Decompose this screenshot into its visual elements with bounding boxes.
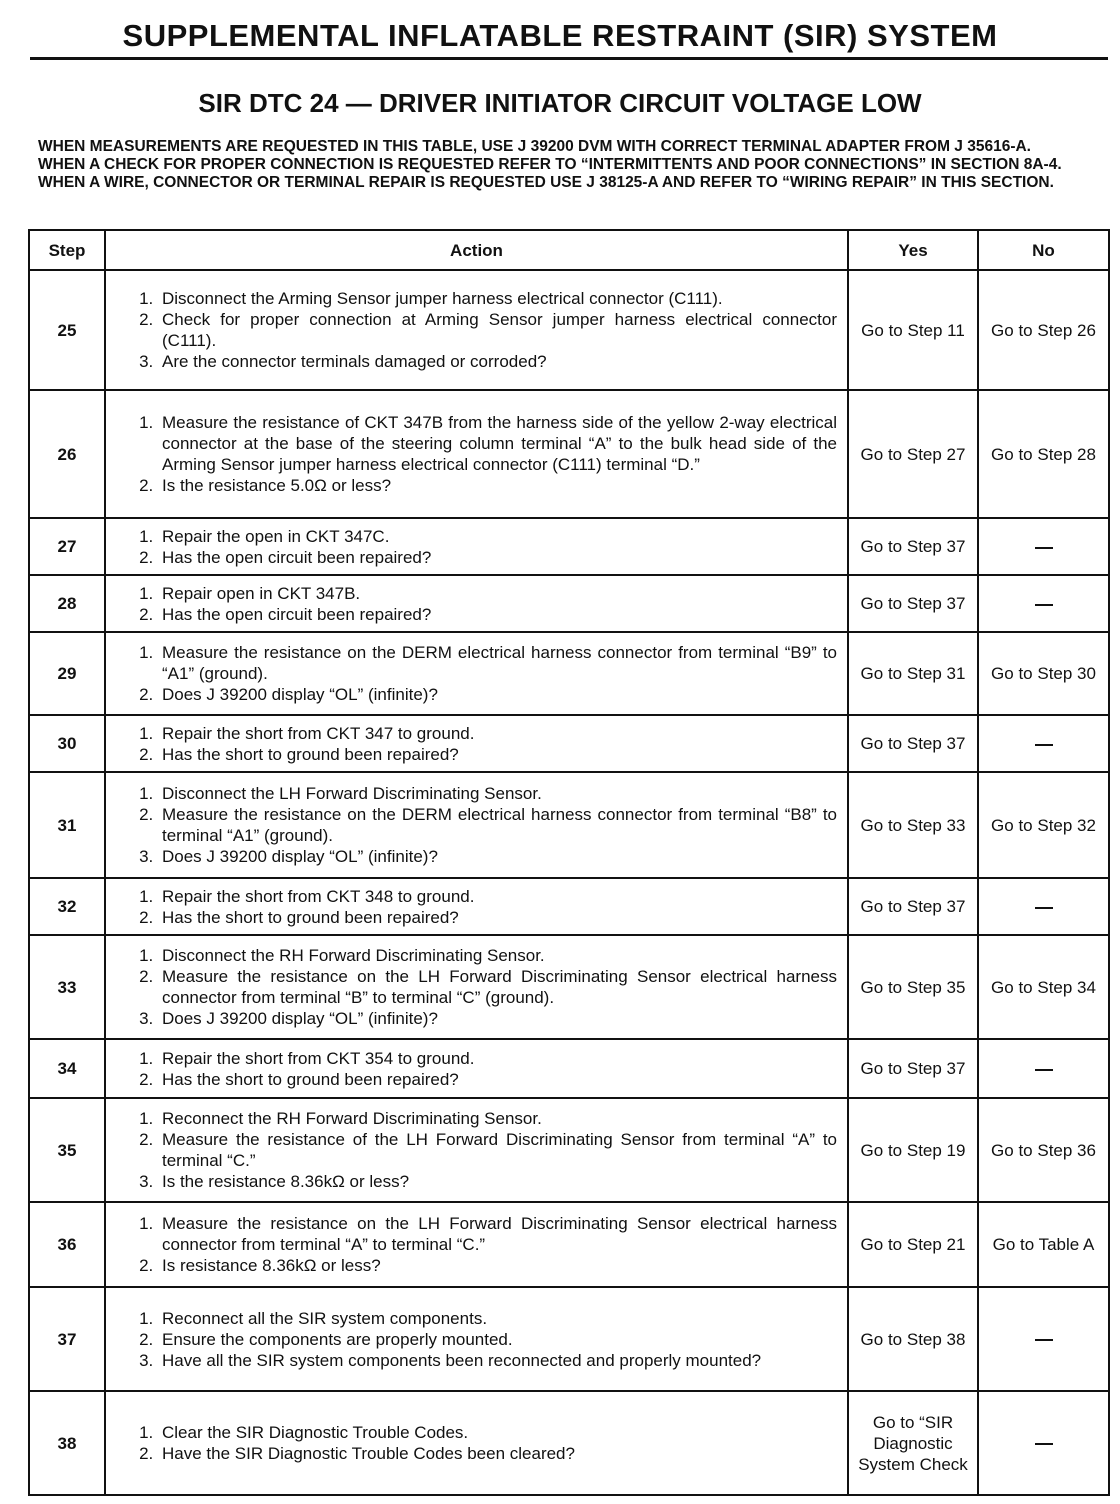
column-header-action: Action [105, 230, 848, 270]
table-row [29, 390, 1109, 518]
action-cell [105, 715, 848, 772]
action-cell [105, 1039, 848, 1098]
yes-result: Go to Step 37 [848, 1039, 978, 1098]
action-item: 1. Repair open in CKT 347B. [158, 583, 837, 604]
action-item: 3. Does J 39200 display “OL” (infinite)? [158, 1008, 837, 1029]
yes-result: Go to Step 37 [848, 575, 978, 632]
table-row [29, 772, 1109, 878]
column-header-yes: Yes [848, 230, 978, 270]
step-number: 26 [29, 390, 105, 518]
yes-result: Go to Step 35 [848, 935, 978, 1039]
action-cell [105, 1098, 848, 1202]
action-list [124, 1422, 837, 1464]
action-cell [105, 270, 848, 390]
action-list [124, 1308, 837, 1371]
no-result: Go to Step 28 [978, 390, 1109, 518]
table-row [29, 1098, 1109, 1202]
action-item: 3. Are the connector terminals damaged or corroded? [158, 351, 837, 372]
action-cell [105, 575, 848, 632]
no-result-empty [978, 715, 1109, 772]
action-cell [105, 878, 848, 935]
no-result: Go to Step 26 [978, 270, 1109, 390]
diagnostic-table [28, 229, 1110, 1496]
action-item: 1. Disconnect the RH Forward Discriminating Sensor. [158, 945, 837, 966]
action-item: 1. Measure the resistance of CKT 347B from the harness side of the yellow 2-way electrical connector at the base of the steering column terminal “A” to the bulk head side of the Arming Sensor jumper harness electrical connector (C111) terminal “D.” [158, 412, 837, 475]
action-list [124, 783, 837, 867]
yes-result: Go to Step 21 [848, 1202, 978, 1287]
no-result-empty [978, 878, 1109, 935]
step-number: 33 [29, 935, 105, 1039]
step-number: 32 [29, 878, 105, 935]
action-item: 2. Has the short to ground been repaired? [158, 907, 837, 928]
action-cell [105, 518, 848, 575]
yes-result: Go to Step 33 [848, 772, 978, 878]
yes-result: Go to Step 37 [848, 715, 978, 772]
action-item: 2. Is the resistance 5.0Ω or less? [158, 475, 837, 496]
action-item: 2. Check for proper connection at Arming Sensor jumper harness electrical connector (C111). [158, 309, 837, 351]
step-number: 28 [29, 575, 105, 632]
yes-result: Go to Step 27 [848, 390, 978, 518]
action-cell [105, 390, 848, 518]
action-item: 2. Is resistance 8.36kΩ or less? [158, 1255, 837, 1276]
action-list [124, 1213, 837, 1276]
action-item: 1. Disconnect the LH Forward Discriminating Sensor. [158, 783, 837, 804]
table-row [29, 935, 1109, 1039]
empty-dash [1035, 744, 1053, 746]
action-list [124, 288, 837, 372]
action-item: 1. Repair the open in CKT 347C. [158, 526, 837, 547]
table-row [29, 518, 1109, 575]
action-item: 2. Measure the resistance on the LH Forward Discriminating Sensor electrical harness connector from terminal “B” to terminal “C” (ground). [158, 966, 837, 1008]
step-number: 31 [29, 772, 105, 878]
no-result-empty [978, 1039, 1109, 1098]
action-list [124, 1108, 837, 1192]
action-list [124, 886, 837, 928]
empty-dash [1035, 1069, 1053, 1071]
action-item: 2. Has the open circuit been repaired? [158, 604, 837, 625]
table-row [29, 270, 1109, 390]
action-item: 3. Is the resistance 8.36kΩ or less? [158, 1171, 837, 1192]
action-item: 2. Does J 39200 display “OL” (infinite)? [158, 684, 837, 705]
title-underline [30, 57, 1108, 60]
no-result: Go to Step 36 [978, 1098, 1109, 1202]
table-row [29, 1391, 1109, 1495]
step-number: 25 [29, 270, 105, 390]
no-result-empty [978, 575, 1109, 632]
no-result-empty [978, 1287, 1109, 1391]
action-list [124, 412, 837, 496]
empty-dash [1035, 1339, 1053, 1341]
column-header-step: Step [29, 230, 105, 270]
empty-dash [1035, 604, 1053, 606]
action-item: 2. Has the short to ground been repaired? [158, 744, 837, 765]
table-row [29, 575, 1109, 632]
no-result: Go to Step 34 [978, 935, 1109, 1039]
action-item: 1. Reconnect all the SIR system components. [158, 1308, 837, 1329]
action-item: 1. Repair the short from CKT 348 to ground. [158, 886, 837, 907]
empty-dash [1035, 1443, 1053, 1445]
empty-dash [1035, 547, 1053, 549]
step-number: 34 [29, 1039, 105, 1098]
table-header-row [29, 230, 1109, 270]
action-list [124, 526, 837, 568]
step-number: 30 [29, 715, 105, 772]
yes-result: Go to Step 37 [848, 878, 978, 935]
action-item: 1. Measure the resistance on the LH Forward Discriminating Sensor electrical harness connector from terminal “A” to terminal “C.” [158, 1213, 837, 1255]
step-number: 27 [29, 518, 105, 575]
action-list [124, 1048, 837, 1090]
table-row [29, 715, 1109, 772]
no-result: Go to Step 30 [978, 632, 1109, 715]
yes-result: Go to Step 31 [848, 632, 978, 715]
empty-dash [1035, 907, 1053, 909]
action-item: 1. Clear the SIR Diagnostic Trouble Codes. [158, 1422, 837, 1443]
action-item: 2. Ensure the components are properly mounted. [158, 1329, 837, 1350]
action-cell [105, 1391, 848, 1495]
action-cell [105, 632, 848, 715]
action-cell [105, 935, 848, 1039]
page-title: SUPPLEMENTAL INFLATABLE RESTRAINT (SIR) SYSTEM [122, 18, 998, 53]
yes-result: Go to Step 37 [848, 518, 978, 575]
action-item: 1. Measure the resistance on the DERM electrical harness connector from terminal “B9” to “A1” (ground). [158, 642, 837, 684]
table-row [29, 1287, 1109, 1391]
step-number: 36 [29, 1202, 105, 1287]
action-cell [105, 1202, 848, 1287]
step-number: 37 [29, 1287, 105, 1391]
yes-result: Go to Step 11 [848, 270, 978, 390]
yes-result: Go to Step 38 [848, 1287, 978, 1391]
action-item: 1. Repair the short from CKT 347 to ground. [158, 723, 837, 744]
procedure-title: SIR DTC 24 — DRIVER INITIATOR CIRCUIT VOLTAGE LOW [198, 88, 922, 118]
action-cell [105, 1287, 848, 1391]
table-row [29, 878, 1109, 935]
action-list [124, 723, 837, 765]
no-result-empty [978, 518, 1109, 575]
action-item: 2. Has the short to ground been repaired? [158, 1069, 837, 1090]
action-list [124, 583, 837, 625]
step-number: 29 [29, 632, 105, 715]
yes-result: Go to “SIR Diagnostic System Check [848, 1391, 978, 1495]
step-number: 35 [29, 1098, 105, 1202]
column-header-no: No [978, 230, 1109, 270]
table-body [29, 270, 1109, 1495]
instructions-text: WHEN MEASUREMENTS ARE REQUESTED IN THIS TABLE, USE J 39200 DVM WITH CORRECT TERMINAL ADAPTER FROM J 35616-A. WHEN A CHECK FOR PROPER CONNECTION IS REQUESTED REFER TO “INTERMITTENTS AND POOR CONNECTIONS” IN SECTION 8A-4. WHEN A WIRE, CONNECTOR OR TERMINAL REPAIR IS REQUESTED USE J 38125-A AND REFER TO “WIRING REPAIR” IN THIS SECTION. [38, 138, 1062, 191]
yes-result: Go to Step 19 [848, 1098, 978, 1202]
action-list [124, 945, 837, 1029]
action-item: 2. Has the open circuit been repaired? [158, 547, 837, 568]
action-item: 1. Reconnect the RH Forward Discriminating Sensor. [158, 1108, 837, 1129]
action-list [124, 642, 837, 705]
action-cell [105, 772, 848, 878]
no-result: Go to Step 32 [978, 772, 1109, 878]
action-item: 2. Measure the resistance of the LH Forward Discriminating Sensor from terminal “A” to terminal “C.” [158, 1129, 837, 1171]
table-row [29, 632, 1109, 715]
action-item: 1. Repair the short from CKT 354 to ground. [158, 1048, 837, 1069]
action-item: 3. Have all the SIR system components been reconnected and properly mounted? [158, 1350, 837, 1371]
action-item: 1. Disconnect the Arming Sensor jumper harness electrical connector (C111). [158, 288, 837, 309]
action-item: 3. Does J 39200 display “OL” (infinite)? [158, 846, 837, 867]
instructions-block [38, 138, 1078, 192]
no-result: Go to Table A [978, 1202, 1109, 1287]
action-item: 2. Have the SIR Diagnostic Trouble Codes been cleared? [158, 1443, 837, 1464]
action-item: 2. Measure the resistance on the DERM electrical harness connector from terminal “B8” to terminal “A1” (ground). [158, 804, 837, 846]
no-result-empty [978, 1391, 1109, 1495]
step-number: 38 [29, 1391, 105, 1495]
table-row [29, 1202, 1109, 1287]
table-row [29, 1039, 1109, 1098]
